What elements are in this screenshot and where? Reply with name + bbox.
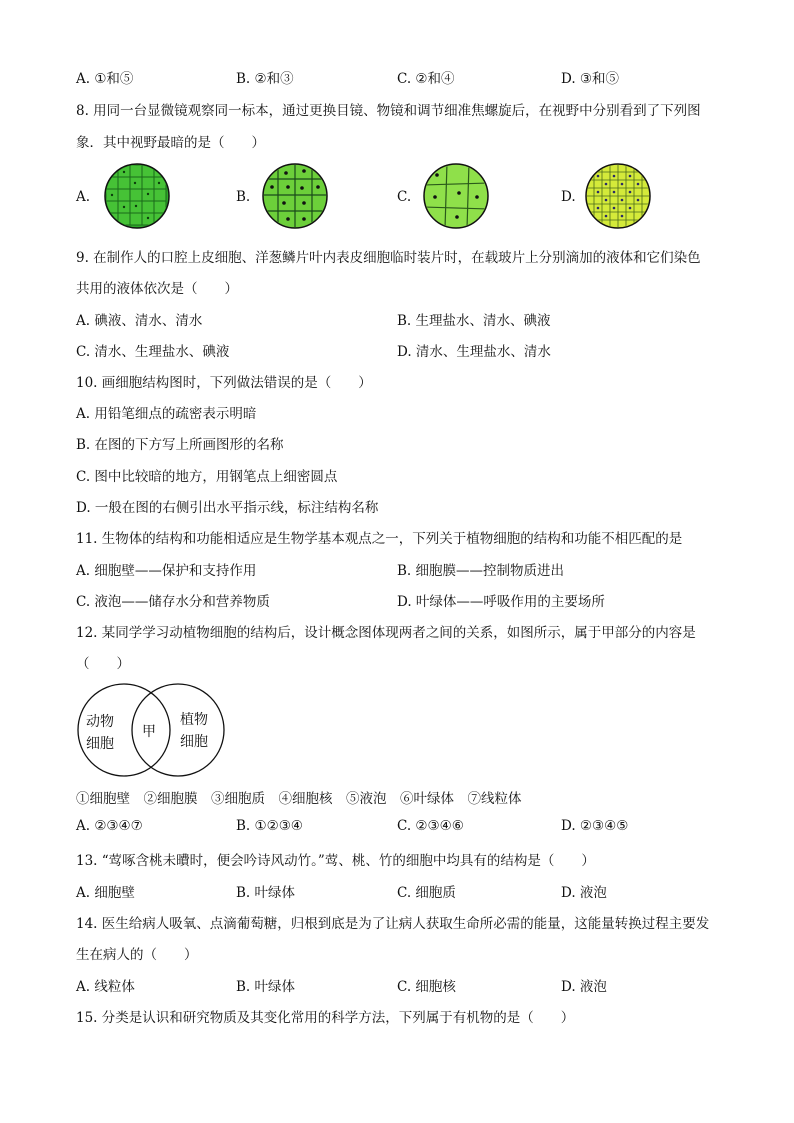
q7-option-c: C. ②和④ xyxy=(397,71,455,87)
q13-option-a: A. 细胞壁 xyxy=(76,885,135,901)
q14-option-a: A. 线粒体 xyxy=(76,979,135,995)
q13-stem: 13. “莺啄含桃未曊时，便会吟诗风动竹。”莺、桃、竹的细胞中均具有的结构是（ ） xyxy=(76,853,595,869)
q10-stem: 10. 画细胞结构图时，下列做法错误的是（ ） xyxy=(76,375,372,391)
q10-option-a: A. 用铅笔细点的疏密表示明暗 xyxy=(76,406,257,422)
q9-stem-line2: 共用的液体依次是（ ） xyxy=(76,281,238,297)
q12-stem-line1: 12. 某同学学习动植物细胞的结构后，设计概念图体现两者之间的关系，如图所示，属于甲部分的内容是 xyxy=(76,625,696,641)
q12-option-a: A. ②③④⑦ xyxy=(76,818,143,834)
venn-right-line1: 植物 xyxy=(180,712,208,728)
q11-option-d: D. 叶绿体——呼吸作用的主要场所 xyxy=(397,594,605,610)
q9-option-b: B. 生理盐水、清水、碘液 xyxy=(397,313,551,329)
q8-micrograph-d xyxy=(585,163,651,229)
venn-right-line2: 细胞 xyxy=(180,734,208,750)
q14-option-b: B. 叶绿体 xyxy=(236,979,296,995)
q12-option-c: C. ②③④⑥ xyxy=(397,818,464,834)
q8-option-c-label: C. xyxy=(397,189,412,205)
q10-option-c: C. 图中比较暗的地方，用钢笔点上细密圆点 xyxy=(76,469,338,485)
q11-option-c: C. 液泡——储存水分和营养物质 xyxy=(76,594,270,610)
venn-left-line1: 动物 xyxy=(86,714,114,730)
q12-option-b: B. ①②③④ xyxy=(236,818,303,834)
q7-option-b: B. ②和③ xyxy=(236,71,294,87)
q8-stem-line1: 8. 用同一台显微镜观察同一标本，通过更换目镜、物镜和调节细准焦螺旋后，在视野中分别看到了下列图 xyxy=(76,103,701,119)
q9-option-a: A. 碘液、清水、清水 xyxy=(76,313,203,329)
q12-option-d: D. ②③④⑤ xyxy=(561,818,629,834)
q7-option-d: D. ③和⑤ xyxy=(561,71,620,87)
venn-left-line2: 细胞 xyxy=(86,736,114,752)
q10-option-b: B. 在图的下方写上所画图形的名称 xyxy=(76,437,284,453)
q8-option-b-label: B. xyxy=(236,189,251,205)
q8-option-a-label: A. xyxy=(76,189,91,205)
q10-option-d: D. 一般在图的右侧引出水平指示线，标注结构名称 xyxy=(76,500,379,516)
q12-stem-line2: （ ） xyxy=(76,656,130,672)
q8-option-d-label: D. xyxy=(561,189,576,205)
q8-micrograph-a xyxy=(104,163,170,229)
q14-option-d: D. 液泡 xyxy=(561,979,607,995)
q11-stem: 11. 生物体的结构和功能相适应是生物学基本观点之一，下列关于植物细胞的结构和功能不相匹配的是 xyxy=(76,531,683,547)
q8-micrograph-b xyxy=(262,163,328,229)
q13-option-d: D. 液泡 xyxy=(561,885,607,901)
q13-option-b: B. 叶绿体 xyxy=(236,885,296,901)
q11-option-a: A. 细胞壁——保护和支持作用 xyxy=(76,563,257,579)
q13-option-c: C. 细胞质 xyxy=(397,885,456,901)
q14-option-c: C. 细胞核 xyxy=(397,979,456,995)
venn-center-label: 甲 xyxy=(142,724,156,740)
q8-stem-line2: 象．其中视野最暗的是（ ） xyxy=(76,135,265,151)
q14-stem-line2: 生在病人的（ ） xyxy=(76,947,198,963)
q9-option-d: D. 清水、生理盐水、清水 xyxy=(397,344,551,360)
q9-option-c: C. 清水、生理盐水、碘液 xyxy=(76,344,230,360)
q9-stem-line1: 9. 在制作人的口腔上皮细胞、洋葱鳞片叶内表皮细胞临时装片时，在载玻片上分别滴加的液体和它们染色 xyxy=(76,250,701,266)
q7-option-a: A. ①和⑤ xyxy=(76,71,134,87)
q15-stem: 15. 分类是认识和研究物质及其变化常用的科学方法，下列属于有机物的是（ ） xyxy=(76,1010,575,1026)
q8-micrograph-c xyxy=(423,163,489,229)
q14-stem-line1: 14. 医生给病人吸氧、点滴葡萄糖，归根到底是为了让病人获取生命所必需的能量，这能量转换过程主要发 xyxy=(76,916,710,932)
q11-option-b: B. 细胞膜——控制物质进出 xyxy=(397,563,565,579)
q12-items: ①细胞壁 ②细胞膜 ③细胞质 ④细胞核 ⑤液泡 ⑥叶绿体 ⑦线粒体 xyxy=(76,791,522,807)
